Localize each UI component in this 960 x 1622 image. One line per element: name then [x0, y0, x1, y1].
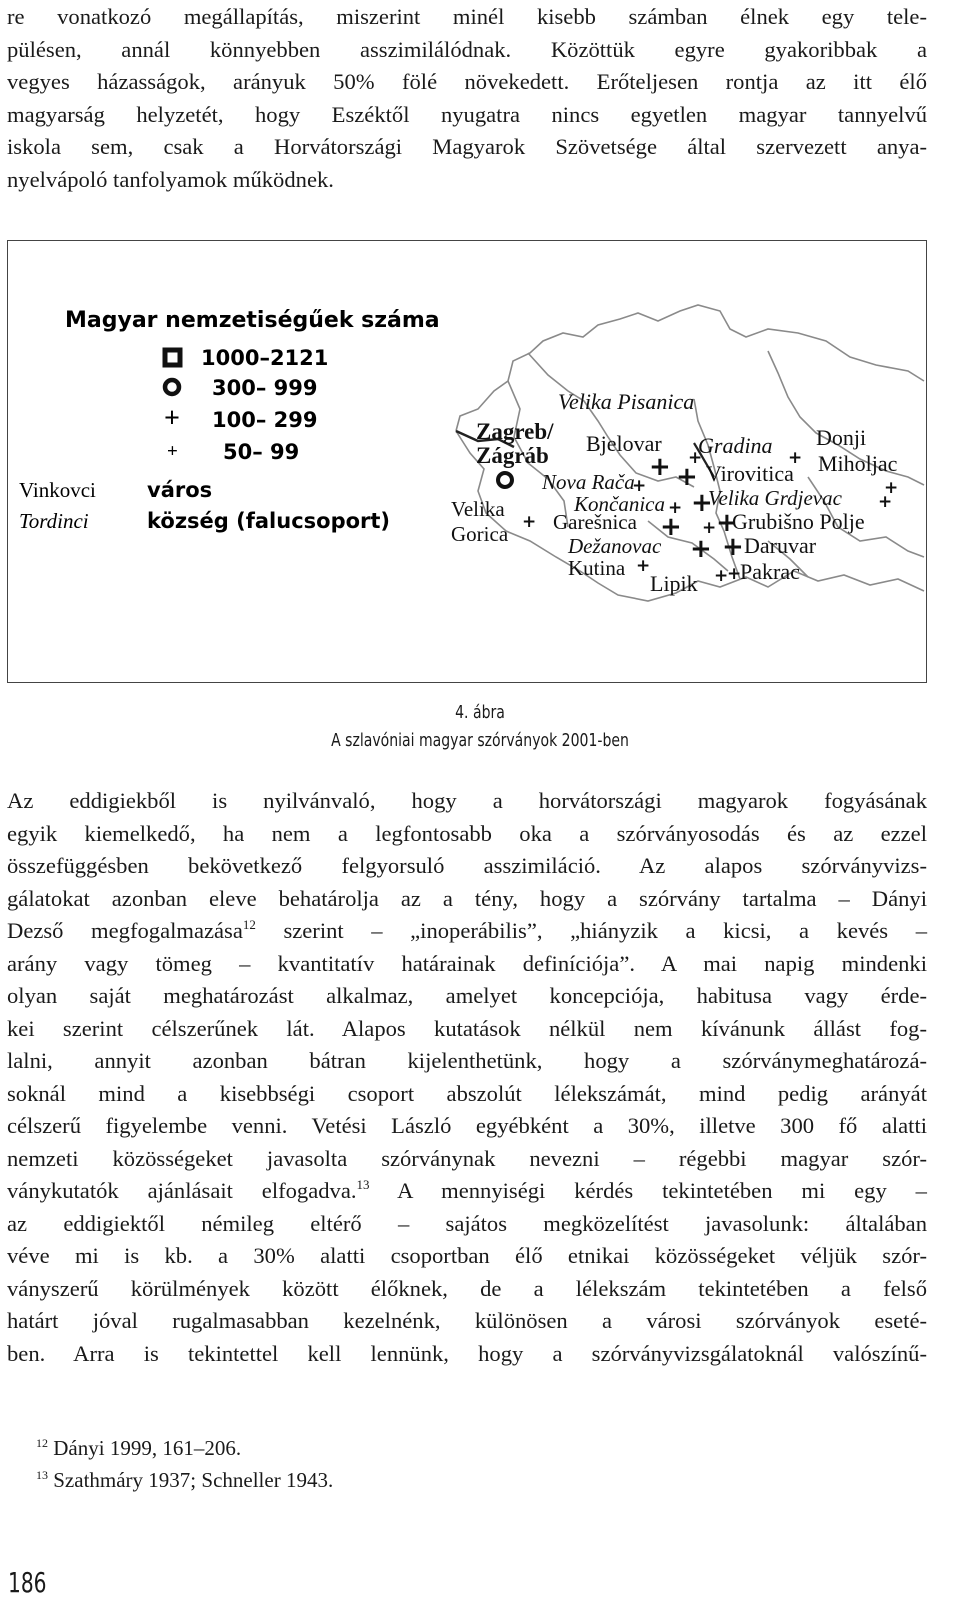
- legend-city-example: Vinkovci: [19, 478, 96, 502]
- place-label: Zagreb/: [476, 419, 554, 444]
- footnote-text: Dányi 1999, 161–206.: [53, 1436, 242, 1460]
- place-label: Lipik: [650, 571, 698, 596]
- text-line: összefüggésben bekövetkező felgyorsuló asszimiláció. Az alapos szórványvizs-: [7, 853, 927, 878]
- footnote-ref[interactable]: 13: [356, 1177, 370, 1192]
- text-segment: szerint – „inoperábilis”, „hiányzik a kicsi, a kevés –: [255, 918, 927, 943]
- map-circle-icon: [498, 473, 512, 487]
- text-line: lalni, annyit azonban bátran kijelenthetünk, hogy a szórványmeghatározá-: [7, 1048, 927, 1073]
- footnote: [36, 1466, 333, 1494]
- figure-caption: A szlavóniai magyar szórványok 2001-ben: [331, 730, 629, 751]
- place-label: Zágráb: [476, 443, 549, 468]
- legend-village-example: Tordinci: [19, 509, 89, 533]
- map-plus-icon: +: [788, 448, 803, 468]
- place-label: Velika: [451, 497, 505, 521]
- legend-big-plus-icon: +: [164, 403, 180, 434]
- text-line: olyan saját meghatározást alkalmaz, amelyet koncepciója, habitusa vagy érde-: [7, 983, 927, 1008]
- footnote-number: 12: [36, 1436, 48, 1450]
- text-line: határt jóval rugalmasabban kezelnénk, különösen a városi szórványok eseté-: [7, 1308, 927, 1333]
- place-label: Bjelovar: [586, 431, 662, 456]
- place-label: Gradina: [698, 433, 773, 458]
- map-plus-icon: +: [668, 498, 683, 518]
- legend-city-label: város: [147, 478, 213, 502]
- legend-title: Magyar nemzetiségűek száma: [65, 308, 440, 333]
- map-plus-icon: +: [649, 452, 671, 482]
- map-plus-icon: +: [691, 488, 713, 518]
- legend-label: 100– 299: [212, 408, 318, 432]
- text-line: ványszerű körülmények között élőknek, de a lélekszám tekintetében a felső: [7, 1275, 927, 1301]
- map-plus-icon: +: [522, 512, 537, 532]
- map-svg: [8, 241, 928, 684]
- text-line: nyelvápoló tanfolyamok működnek.: [7, 166, 334, 192]
- place-label: Pakrac: [740, 559, 800, 584]
- text-line: nemzeti közösségeket javasolta szórványnak nevezni – régebbi magyar szór-: [7, 1145, 927, 1171]
- text-line: magyarság helyzetét, hogy Eszéktől nyugatra nincs egyetlen magyar tannyelvű: [7, 101, 927, 127]
- place-label: Virovitica: [706, 461, 794, 486]
- place-label: Garešnica: [553, 510, 637, 534]
- place-label: Gorica: [451, 522, 509, 546]
- page-number: 186: [8, 1566, 47, 1599]
- place-label: Donji: [816, 425, 867, 450]
- map-plus-icon: +: [727, 564, 742, 584]
- map-plus-icon: +: [702, 518, 717, 538]
- legend-small-plus-icon: +: [167, 441, 178, 462]
- text-line: [7, 1175, 927, 1208]
- place-label: Grubišno Polje: [732, 509, 865, 534]
- place-label: Miholjac: [818, 451, 898, 476]
- text-line: kei szerint célszerűnek lát. Alapos kutatások nélkül nem kívánunk állást fog-: [7, 1015, 927, 1041]
- text-line: iskola sem, csak a Horvátországi Magyarok Szövetsége által szervezett anya-: [7, 134, 927, 159]
- paragraph-main: [7, 785, 927, 1370]
- legend-square-icon: [165, 350, 180, 365]
- place-label: Nova Rača: [542, 470, 635, 494]
- map-plus-icon: +: [688, 448, 703, 468]
- place-label: Velika Pisanica: [558, 389, 695, 414]
- map-plus-icon: +: [878, 492, 893, 512]
- legend-label: 300– 999: [212, 376, 318, 400]
- text-line: gálatokat azonban eleve behatárolja az a tény, hogy a szórvány tartalma – Dányi: [7, 885, 927, 911]
- place-label: Dežanovac: [568, 534, 662, 558]
- text-segment: A mennyiségi kérdés tekintetében mi egy –: [369, 1178, 927, 1203]
- map-plus-icon: +: [716, 508, 738, 538]
- footnote-number: 13: [36, 1468, 48, 1482]
- legend-circle-icon: [165, 380, 179, 394]
- place-label: Daruvar: [744, 533, 817, 558]
- text-line: ben. Arra is tekintettel kell lennünk, hogy a szórványvizsgálatoknál valószínű-: [7, 1340, 927, 1366]
- map-plus-icon: +: [722, 532, 744, 562]
- text-line: véve mi is kb. a 30% alatti csoportban élő etnikai közösségeket véljük szór-: [7, 1243, 927, 1268]
- text-line: Az eddigiekből is nyilvánvaló, hogy a horvátországi magyarok fogyásának: [7, 788, 927, 813]
- place-label: Kutina: [568, 556, 626, 580]
- map-plus-icon: +: [632, 476, 647, 496]
- paragraph-intro: [7, 1, 927, 196]
- text-line: [7, 915, 927, 948]
- legend-village-label: község (falucsoport): [147, 509, 391, 533]
- text-line: célszerű figyelembe venni. Vetési László egyébként a 30%, illetve 300 fő alatti: [7, 1113, 927, 1138]
- footnote-text: Szathmáry 1937; Schneller 1943.: [53, 1468, 334, 1492]
- map-plus-icon: +: [884, 478, 899, 498]
- legend-label: 1000–2121: [201, 346, 329, 370]
- map-plus-icon: +: [636, 556, 651, 576]
- place-label: Končanica: [574, 492, 665, 516]
- figure-number: 4. ábra: [455, 702, 505, 723]
- footnote: [36, 1434, 241, 1462]
- footnote-ref[interactable]: 12: [242, 917, 256, 932]
- text-line: arány vagy tömeg – kvantitatív határainak definíciója”. A mai napig mindenki: [7, 950, 927, 976]
- map-plus-icon: +: [660, 512, 682, 542]
- map-plus-icon: +: [690, 534, 712, 564]
- legend-label: 50– 99: [223, 440, 300, 464]
- map-plus-icon: +: [714, 566, 729, 586]
- place-label: Velika Grdjevac: [708, 486, 842, 510]
- text-line: az eddigiektől némileg eltérő – sajátos megközelítést javasolunk: általában: [7, 1210, 927, 1236]
- text-segment: ványkutatók ajánlásait elfogadva.: [7, 1178, 357, 1203]
- text-line: soknál mind a kisebbségi csoport abszolút lélekszámát, mind pedig arányát: [7, 1080, 927, 1106]
- figure-map: [7, 240, 927, 683]
- text-line: pülésen, annál könnyebben asszimilálódnak. Közöttük egyre gyakoribbak a: [7, 36, 927, 62]
- map-plus-icon: +: [676, 462, 698, 492]
- text-line: egyik kiemelkedő, ha nem a legfontosabb oka a szórványosodás és az ezzel: [7, 820, 927, 846]
- text-segment: Dezső megfogalmazása: [7, 918, 243, 943]
- text-line: vegyes házasságok, arányuk 50% fölé növekedett. Erőteljesen rontja az itt élő: [7, 69, 927, 94]
- text-line: re vonatkozó megállapítás, miszerint minél kisebb számban élnek egy tele-: [7, 4, 927, 29]
